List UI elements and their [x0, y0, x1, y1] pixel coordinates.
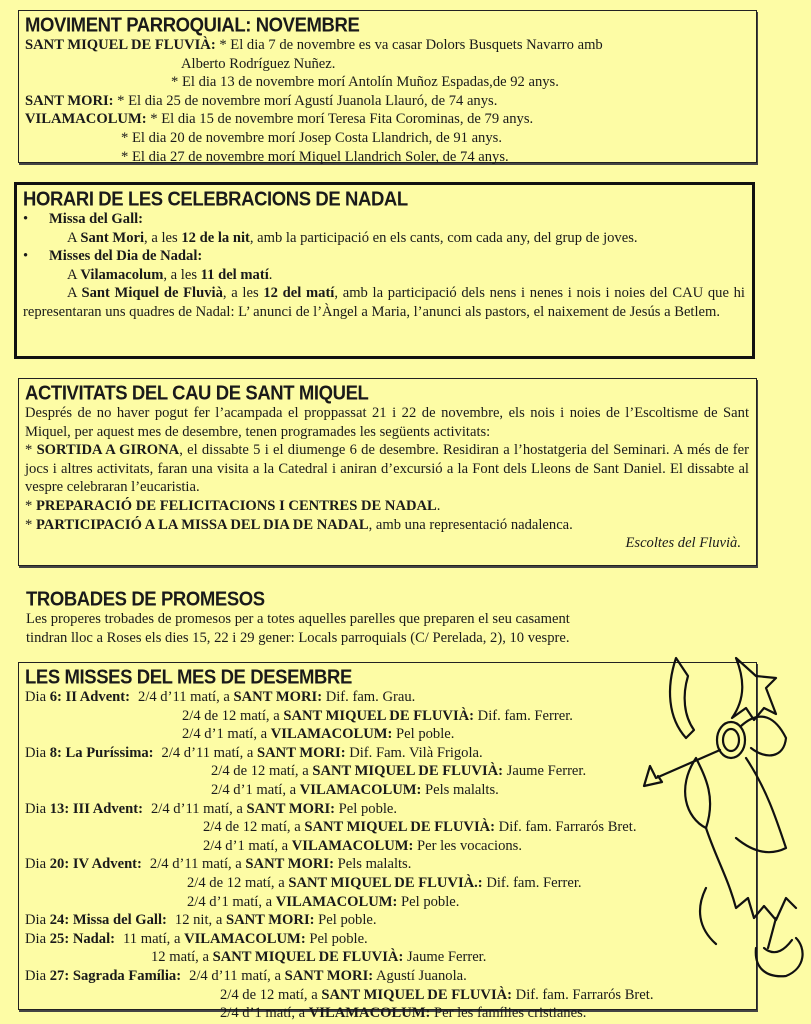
mass-place: SANT MIQUEL DE FLUVIÀ: — [212, 949, 404, 966]
mass-time: 2/4 d’11 matí, a — [161, 744, 258, 761]
mass-intention: Dif. fam. Ferrer. — [474, 707, 573, 724]
horari-paragraph: A Sant Miquel de Fluvià, a les 12 del matí, amb la participació dels nens i nenes i nois i noies del CAU que hi representaran uns quadres de Nadal: L’ anunci de l’Àngel a Maria, l’anunci als pastors, el naixement de Jesús a Betlem. — [23, 285, 745, 320]
day-label: 24: Missa del Gall: — [49, 912, 167, 929]
mass-time: 12 matí, a — [151, 949, 213, 966]
day-prefix: Dia — [25, 912, 50, 929]
moviment-entry: * El dia 20 de novembre morí Josep Costa Llandrich, de 91 anys. — [121, 129, 502, 146]
mass-time: 11 matí, a — [123, 930, 185, 947]
mass-time: 2/4 de 12 matí, a — [182, 707, 284, 724]
mass-time: 2/4 d’11 matí, a — [189, 967, 285, 984]
mass-intention: Pel poble. — [397, 893, 460, 910]
cau-title: ACTIVITATS DEL CAU DE SANT MIQUEL — [25, 381, 369, 404]
mass-time: 2/4 d’1 matí, a — [187, 893, 276, 910]
mass-place: SANT MIQUEL DE FLUVIÀ: — [312, 763, 504, 780]
mass-intention: Jaume Ferrer. — [503, 763, 587, 780]
cau-item: * PARTICIPACIÓ A LA MISSA DEL DIA DE NADAL, amb una representació nadalenca. — [25, 516, 573, 533]
moviment-entry: SANT MORI: * El dia 25 de novembre morí Agustí Juanola Llauró, de 74 anys. — [25, 92, 498, 109]
trobades-text: Les properes trobades de promesos per a totes aquelles parelles que preparen el seu casament — [26, 611, 570, 627]
mass-intention: Per les vocacions. — [413, 837, 522, 854]
mass-intention: Dif. fam. Grau. — [322, 689, 416, 705]
mass-time: 2/4 d’11 matí, a — [138, 689, 234, 705]
mass-intention: Dif. fam. Ferrer. — [482, 874, 582, 891]
mass-time: 2/4 d’1 matí, a — [203, 837, 292, 854]
mass-intention: Pel poble. — [335, 800, 398, 817]
day-prefix: Dia — [25, 689, 50, 705]
day-label: 8: La Puríssima: — [49, 744, 154, 761]
bullet-misses-nadal: • Misses del Dia de Nadal: — [23, 248, 203, 265]
moviment-entry: SANT MIQUEL DE FLUVIÀ: * El dia 7 de novembre es va casar Dolors Busquets Navarro amb — [25, 37, 603, 53]
mass-time: 2/4 de 12 matí, a — [220, 986, 322, 1003]
trobades-text: tindran lloc a Roses els dies 15, 22 i 29 gener: Locals parroquials (C/ Perelada, 2), 10 vespre. — [26, 629, 570, 646]
horari-paragraph: A Sant Mori, a les 12 de la nit, amb la participació en els cants, com cada any, del grup de joves. — [67, 229, 638, 246]
cau-intro: Després de no haver pogut fer l’acampada el proppassat 21 i 22 de novembre, els nois i noies de l’Escoltisme de Sant Miquel, per aquest mes de desembre, tenen programades les següents activitats: — [25, 405, 749, 440]
day-prefix: Dia — [25, 930, 50, 947]
mass-time: 2/4 d’1 matí, a — [182, 726, 271, 743]
mass-place: SANT MORI: — [246, 800, 336, 817]
moviment-parroquial-box — [18, 10, 757, 163]
mass-place: SANT MORI: — [233, 689, 323, 705]
mass-time: 2/4 d’11 matí, a — [149, 856, 246, 873]
mass-intention: Pel poble. — [314, 912, 377, 929]
moviment-entry: Alberto Rodríguez Nuñez. — [181, 55, 336, 72]
mass-place: SANT MIQUEL DE FLUVIÀ: — [321, 986, 513, 1003]
activitats-cau-box — [18, 378, 757, 566]
horari-nadal-box — [14, 182, 755, 359]
mass-time: 2/4 de 12 matí, a — [203, 819, 305, 836]
angel-with-trumpet-icon — [636, 648, 811, 998]
mass-time: 2/4 d’1 matí, a — [220, 1005, 309, 1022]
mass-intention: Dif. Fam. Vilà Frigola. — [345, 744, 483, 761]
mass-intention: Per les famílies cristianes. — [430, 1005, 587, 1022]
day-prefix: Dia — [25, 744, 50, 761]
mass-place: VILAMACOLUM: — [308, 1005, 431, 1022]
mass-time: 2/4 d’1 matí, a — [211, 781, 300, 798]
day-label: 27: Sagrada Família: — [49, 967, 182, 984]
day-prefix: Dia — [25, 800, 50, 817]
moviment-entry: * El dia 13 de novembre morí Antolín Muñoz Espadas,de 92 anys. — [171, 74, 559, 91]
mass-intention: Pel poble. — [305, 930, 368, 947]
day-label: 25: Nadal: — [49, 930, 116, 947]
day-label: 20: IV Advent: — [49, 856, 142, 873]
day-prefix: Dia — [25, 967, 50, 984]
mass-place: SANT MIQUEL DE FLUVIÀ.: — [288, 874, 483, 891]
moviment-title: MOVIMENT PARROQUIAL: NOVEMBRE — [25, 13, 360, 36]
horari-paragraph: A Vilamacolum, a les 11 del matí. — [67, 266, 273, 283]
moviment-entry: VILAMACOLUM: * El dia 15 de novembre morí Teresa Fita Corominas, de 79 anys. — [25, 111, 534, 128]
mass-place: VILAMACOLUM: — [291, 837, 414, 854]
day-label: 13: III Advent: — [49, 800, 143, 817]
trobades-section — [26, 587, 766, 647]
mass-place: SANT MIQUEL DE FLUVIÀ: — [304, 819, 496, 836]
mass-place: SANT MORI: — [257, 744, 346, 761]
cau-item: * SORTIDA A GIRONA, el dissabte 5 i el diumenge 6 de desembre. Residiran a l’hostatgeria del Seminari. A més de fer jocs i altres activitats, faran una visita a la Catedral i aniran d’excursió a la Font dels Lleons de Sant Daniel. El dissabte al vespre celebraran l’eucaristia. — [25, 442, 750, 496]
moviment-entry: * El dia 27 de novembre morí Miquel Llandrich Soler, de 74 anys. — [121, 148, 509, 165]
mass-place: VILAMACOLUM: — [275, 893, 398, 910]
misses-title: LES MISSES DEL MES DE DESEMBRE — [25, 665, 352, 688]
mass-time: 2/4 de 12 matí, a — [187, 874, 289, 891]
mass-row — [25, 1004, 749, 1023]
day-label: 6: II Advent: — [49, 689, 131, 705]
mass-intention: Jaume Ferrer. — [403, 949, 487, 966]
mass-place: VILAMACOLUM: — [184, 930, 306, 947]
mass-intention: Pels malalts. — [333, 856, 412, 873]
cau-item: * PREPARACIÓ DE FELICITACIONS I CENTRES DE NADAL. — [25, 497, 441, 514]
mass-place: SANT MORI: — [225, 912, 315, 929]
mass-intention: Pel poble. — [392, 726, 455, 743]
mass-place: SANT MIQUEL DE FLUVIÀ: — [283, 707, 475, 724]
mass-place: SANT MORI: — [284, 967, 374, 984]
trobades-title: TROBADES DE PROMESOS — [26, 587, 265, 610]
mass-intention: Agustí Juanola. — [373, 967, 467, 984]
mass-time: 2/4 de 12 matí, a — [211, 763, 313, 780]
bullet-missa-gall: • Missa del Gall: — [23, 211, 144, 227]
day-prefix: Dia — [25, 856, 50, 873]
horari-title: HORARI DE LES CELEBRACIONS DE NADAL — [23, 187, 408, 210]
mass-place: VILAMACOLUM: — [299, 781, 422, 798]
mass-time: 2/4 d’11 matí, a — [150, 800, 247, 817]
mass-intention: Dif. fam. Farrarós Bret. — [512, 986, 654, 1003]
mass-place: VILAMACOLUM: — [270, 726, 393, 743]
mass-place: SANT MORI: — [245, 856, 334, 873]
mass-intention: Pels malalts. — [421, 781, 499, 798]
mass-intention: Dif. fam. Farrarós Bret. — [495, 819, 637, 836]
mass-time: 12 nit, a — [174, 912, 226, 929]
cau-signature: Escoltes del Fluvià. — [625, 535, 741, 552]
